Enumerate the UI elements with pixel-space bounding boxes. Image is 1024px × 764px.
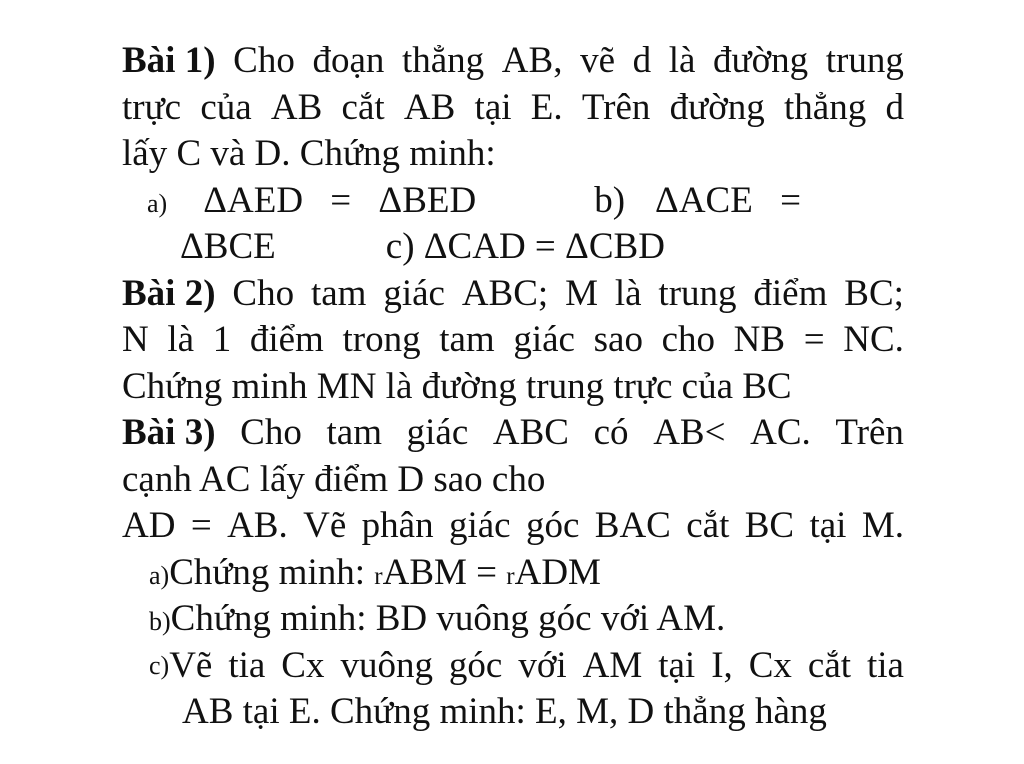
bai2-line-2 xyxy=(122,317,904,364)
word: vuông xyxy=(340,644,433,686)
word: là xyxy=(167,319,195,360)
word: Trên xyxy=(581,86,651,128)
word: đường xyxy=(669,86,765,128)
word: giác xyxy=(383,272,445,314)
word: tam xyxy=(310,272,367,314)
word: sao xyxy=(593,319,643,360)
bai2-title: Bài 2) xyxy=(122,272,216,314)
bai3-item-b xyxy=(122,596,904,643)
bai1-line-1 xyxy=(122,38,904,85)
bai3-c-label: c) xyxy=(149,650,170,680)
word: tại xyxy=(658,644,696,686)
bai3-item-c-cont: AB tại E. Chứng minh: E, M, D thẳng hàng xyxy=(182,691,827,732)
word: điểm xyxy=(753,272,828,314)
bai1-title: Bài 1) xyxy=(122,40,216,81)
word: thẳng xyxy=(784,86,867,128)
bai3-a-label: a) xyxy=(149,560,170,590)
word: AB< xyxy=(653,412,726,453)
bai3-line-2: cạnh AC lấy điểm D sao cho xyxy=(122,458,546,500)
word: Cho xyxy=(232,272,295,314)
word: AB. xyxy=(227,505,288,546)
bai3-a-text: ADM xyxy=(514,551,601,593)
word: là xyxy=(668,40,696,81)
word: với xyxy=(518,644,567,686)
word: M xyxy=(565,272,598,314)
bai1-line-4 xyxy=(122,178,904,225)
word: vẽ xyxy=(580,40,615,81)
word: trực xyxy=(122,86,182,128)
bai3-item-a xyxy=(122,550,904,597)
word: E. xyxy=(530,86,563,128)
word: d xyxy=(632,40,652,81)
word: tia xyxy=(228,644,266,686)
word: trung xyxy=(658,272,737,314)
word: AD xyxy=(122,505,176,546)
bai1-c-text: c) ΔCAD = ΔCBD xyxy=(385,226,665,267)
word: cắt xyxy=(807,644,852,686)
word: Vẽ xyxy=(303,505,347,546)
bai3-item-c xyxy=(122,643,904,690)
bai1-a-text: ΔAED = ΔBED xyxy=(203,179,477,221)
bai3-a-text: ABM = xyxy=(382,551,507,593)
word: Cho xyxy=(233,40,295,81)
bai3-b-text: Chứng minh: BD vuông góc với AM. xyxy=(170,598,726,639)
word: = xyxy=(803,319,825,360)
bai3-line-3 xyxy=(122,503,904,550)
word: của xyxy=(200,86,252,128)
angle-symbol: r xyxy=(506,562,515,590)
word: thẳng xyxy=(401,40,485,81)
bai1-line-3: lấy C và D. Chứng minh: xyxy=(122,133,496,174)
word: BC xyxy=(744,505,795,546)
word: NB xyxy=(733,319,786,360)
word: trung xyxy=(825,40,904,81)
angle-symbol: r xyxy=(374,562,383,590)
word: I, xyxy=(711,644,733,686)
word: tại xyxy=(809,505,847,546)
word: trong xyxy=(342,319,421,360)
word: AB xyxy=(270,86,323,128)
word: Vẽ xyxy=(169,644,213,686)
word: AB xyxy=(403,86,456,128)
bai1-bce: ΔBCE xyxy=(180,226,276,267)
word: AM xyxy=(582,644,643,686)
word: giác xyxy=(448,505,511,546)
word: M. xyxy=(861,505,904,546)
word: tam xyxy=(326,412,382,453)
word: phân xyxy=(361,505,434,546)
exercise-sheet xyxy=(122,38,904,736)
word: Cho xyxy=(240,412,302,453)
word: là xyxy=(614,272,642,314)
word: cho xyxy=(661,319,716,360)
word: AB, xyxy=(501,40,563,81)
word: đường xyxy=(713,40,809,81)
bai3-a-text: Chứng minh: xyxy=(169,551,375,593)
word: tại xyxy=(474,86,512,128)
word: điểm xyxy=(249,319,324,360)
word: đoạn xyxy=(312,40,385,81)
bai3-line-1 xyxy=(122,410,904,457)
word: cắt xyxy=(686,505,730,546)
bai1-line-5 xyxy=(122,224,904,271)
word: tam xyxy=(439,319,495,360)
word: d xyxy=(885,86,904,128)
word: ABC; xyxy=(461,272,549,314)
word: Cx xyxy=(748,644,792,686)
word: 1 xyxy=(212,319,232,360)
bai1-line-2 xyxy=(122,85,904,132)
bai2-line-3: Chứng minh MN là đường trung trực của BC xyxy=(122,365,792,407)
word: NC. xyxy=(843,319,904,360)
bai3-b-label: b) xyxy=(149,607,171,636)
bai1-a-label: a) xyxy=(147,188,168,218)
word: có xyxy=(593,412,629,453)
bai1-b-label: b) xyxy=(594,179,626,221)
word: giác xyxy=(406,412,469,453)
bai3-title: Bài 3) xyxy=(122,412,216,453)
word: BAC xyxy=(594,505,671,546)
word: ABC xyxy=(492,412,569,453)
word: = xyxy=(190,505,212,546)
word: N xyxy=(122,319,149,360)
word: Trên xyxy=(835,412,904,453)
word: cắt xyxy=(341,86,385,128)
word: Cx xyxy=(281,644,325,686)
word: góc xyxy=(525,505,580,546)
bai1-b-text: ΔACE = xyxy=(655,179,801,221)
bai2-line-1 xyxy=(122,271,904,318)
word: góc xyxy=(448,644,503,686)
word: BC; xyxy=(844,272,904,314)
word: giác xyxy=(513,319,575,360)
word: AC. xyxy=(750,412,811,453)
word: tia xyxy=(866,644,904,686)
